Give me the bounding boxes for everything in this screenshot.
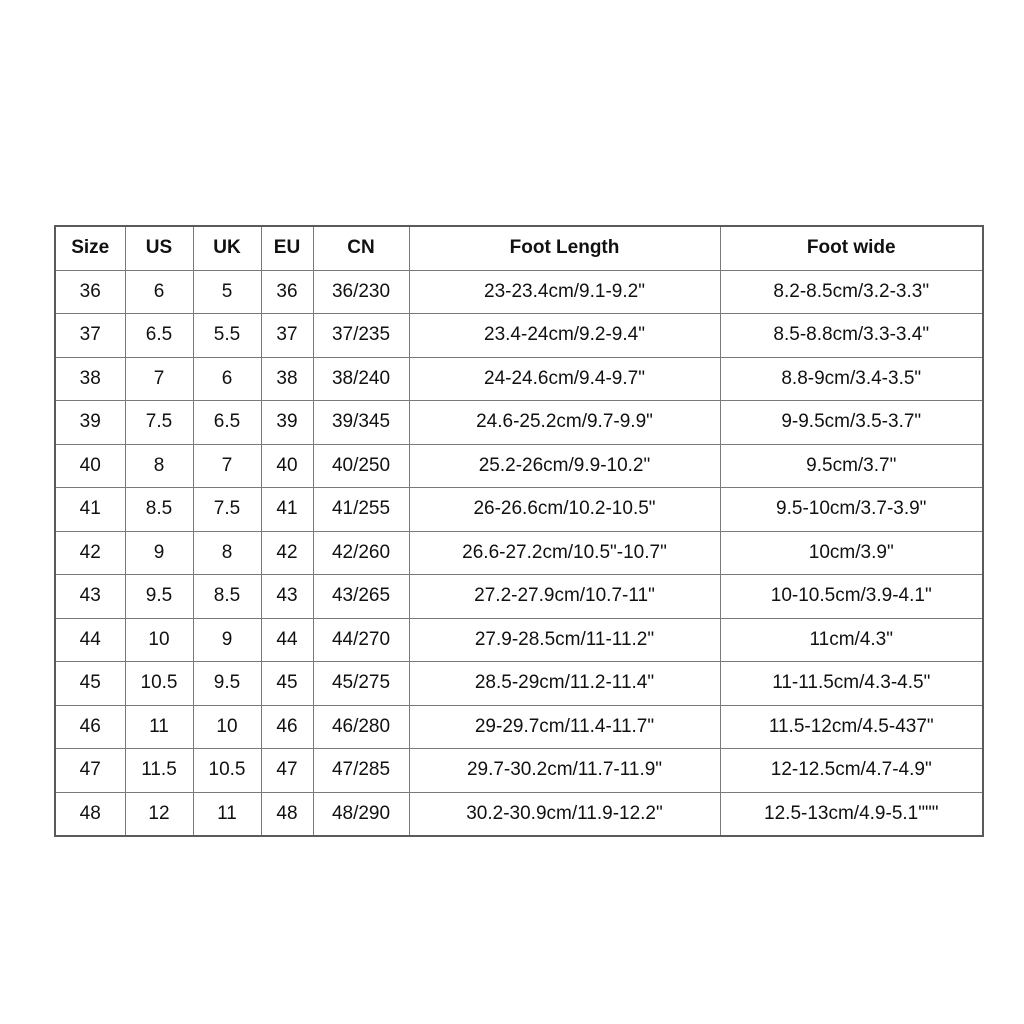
cell-foot-length: 23-23.4cm/9.1-9.2"	[409, 270, 720, 314]
cell-cn: 42/260	[313, 531, 409, 575]
cell-foot-wide: 12-12.5cm/4.7-4.9"	[720, 749, 983, 793]
size-chart-table	[54, 225, 984, 837]
cell-us: 8	[125, 444, 193, 488]
cell-cn: 38/240	[313, 357, 409, 401]
cell-cn: 41/255	[313, 488, 409, 532]
cell-uk: 7.5	[193, 488, 261, 532]
cell-eu: 38	[261, 357, 313, 401]
cell-foot-length: 26.6-27.2cm/10.5"-10.7"	[409, 531, 720, 575]
table-row	[55, 444, 983, 488]
cell-foot-wide: 8.5-8.8cm/3.3-3.4"	[720, 314, 983, 358]
cell-foot-length: 24.6-25.2cm/9.7-9.9"	[409, 401, 720, 445]
cell-us: 10	[125, 618, 193, 662]
header-uk: UK	[193, 226, 261, 270]
cell-foot-length: 28.5-29cm/11.2-11.4"	[409, 662, 720, 706]
cell-cn: 48/290	[313, 792, 409, 836]
cell-us: 11.5	[125, 749, 193, 793]
cell-uk: 11	[193, 792, 261, 836]
cell-size: 42	[55, 531, 125, 575]
cell-cn: 39/345	[313, 401, 409, 445]
cell-uk: 10.5	[193, 749, 261, 793]
cell-foot-wide: 12.5-13cm/4.9-5.1"""	[720, 792, 983, 836]
cell-cn: 46/280	[313, 705, 409, 749]
cell-uk: 9	[193, 618, 261, 662]
cell-us: 10.5	[125, 662, 193, 706]
cell-foot-wide: 11cm/4.3"	[720, 618, 983, 662]
table-row	[55, 575, 983, 619]
cell-foot-length: 29.7-30.2cm/11.7-11.9"	[409, 749, 720, 793]
cell-foot-wide: 8.2-8.5cm/3.2-3.3"	[720, 270, 983, 314]
cell-foot-wide: 10-10.5cm/3.9-4.1"	[720, 575, 983, 619]
cell-uk: 5	[193, 270, 261, 314]
cell-foot-length: 27.2-27.9cm/10.7-11"	[409, 575, 720, 619]
cell-us: 11	[125, 705, 193, 749]
cell-eu: 40	[261, 444, 313, 488]
cell-eu: 42	[261, 531, 313, 575]
header-size: Size	[55, 226, 125, 270]
cell-eu: 39	[261, 401, 313, 445]
table-body	[55, 270, 983, 836]
cell-uk: 10	[193, 705, 261, 749]
cell-size: 36	[55, 270, 125, 314]
cell-size: 45	[55, 662, 125, 706]
cell-size: 46	[55, 705, 125, 749]
cell-foot-wide: 11-11.5cm/4.3-4.5"	[720, 662, 983, 706]
cell-foot-wide: 11.5-12cm/4.5-437"	[720, 705, 983, 749]
cell-cn: 36/230	[313, 270, 409, 314]
cell-uk: 9.5	[193, 662, 261, 706]
header-foot-length: Foot Length	[409, 226, 720, 270]
cell-foot-length: 29-29.7cm/11.4-11.7"	[409, 705, 720, 749]
cell-foot-length: 23.4-24cm/9.2-9.4"	[409, 314, 720, 358]
cell-eu: 37	[261, 314, 313, 358]
cell-uk: 7	[193, 444, 261, 488]
cell-cn: 37/235	[313, 314, 409, 358]
header-foot-wide: Foot wide	[720, 226, 983, 270]
cell-us: 9	[125, 531, 193, 575]
cell-uk: 6	[193, 357, 261, 401]
cell-cn: 40/250	[313, 444, 409, 488]
cell-foot-wide: 9-9.5cm/3.5-3.7"	[720, 401, 983, 445]
cell-size: 43	[55, 575, 125, 619]
cell-eu: 48	[261, 792, 313, 836]
cell-foot-wide: 9.5cm/3.7"	[720, 444, 983, 488]
table-row	[55, 662, 983, 706]
cell-us: 7.5	[125, 401, 193, 445]
cell-cn: 45/275	[313, 662, 409, 706]
table-row	[55, 618, 983, 662]
cell-uk: 8.5	[193, 575, 261, 619]
table-row	[55, 749, 983, 793]
cell-us: 6.5	[125, 314, 193, 358]
cell-foot-length: 27.9-28.5cm/11-11.2"	[409, 618, 720, 662]
cell-size: 39	[55, 401, 125, 445]
table-row	[55, 401, 983, 445]
cell-eu: 43	[261, 575, 313, 619]
cell-cn: 47/285	[313, 749, 409, 793]
table-row	[55, 488, 983, 532]
table-row	[55, 357, 983, 401]
cell-eu: 36	[261, 270, 313, 314]
cell-foot-wide: 9.5-10cm/3.7-3.9"	[720, 488, 983, 532]
table-row	[55, 270, 983, 314]
cell-foot-wide: 8.8-9cm/3.4-3.5"	[720, 357, 983, 401]
cell-eu: 45	[261, 662, 313, 706]
cell-us: 12	[125, 792, 193, 836]
cell-foot-length: 26-26.6cm/10.2-10.5"	[409, 488, 720, 532]
cell-foot-wide: 10cm/3.9"	[720, 531, 983, 575]
cell-uk: 5.5	[193, 314, 261, 358]
cell-size: 47	[55, 749, 125, 793]
cell-size: 41	[55, 488, 125, 532]
header-cn: CN	[313, 226, 409, 270]
cell-size: 37	[55, 314, 125, 358]
cell-us: 6	[125, 270, 193, 314]
cell-us: 7	[125, 357, 193, 401]
cell-eu: 44	[261, 618, 313, 662]
cell-foot-length: 25.2-26cm/9.9-10.2"	[409, 444, 720, 488]
cell-eu: 41	[261, 488, 313, 532]
cell-us: 8.5	[125, 488, 193, 532]
table-row	[55, 314, 983, 358]
cell-size: 44	[55, 618, 125, 662]
cell-us: 9.5	[125, 575, 193, 619]
table-row	[55, 792, 983, 836]
cell-uk: 6.5	[193, 401, 261, 445]
cell-size: 40	[55, 444, 125, 488]
table-row	[55, 705, 983, 749]
cell-cn: 43/265	[313, 575, 409, 619]
cell-foot-length: 30.2-30.9cm/11.9-12.2"	[409, 792, 720, 836]
cell-size: 48	[55, 792, 125, 836]
cell-eu: 46	[261, 705, 313, 749]
cell-foot-length: 24-24.6cm/9.4-9.7"	[409, 357, 720, 401]
table-row	[55, 531, 983, 575]
header-row	[55, 226, 983, 270]
cell-size: 38	[55, 357, 125, 401]
cell-eu: 47	[261, 749, 313, 793]
header-us: US	[125, 226, 193, 270]
header-eu: EU	[261, 226, 313, 270]
cell-cn: 44/270	[313, 618, 409, 662]
cell-uk: 8	[193, 531, 261, 575]
